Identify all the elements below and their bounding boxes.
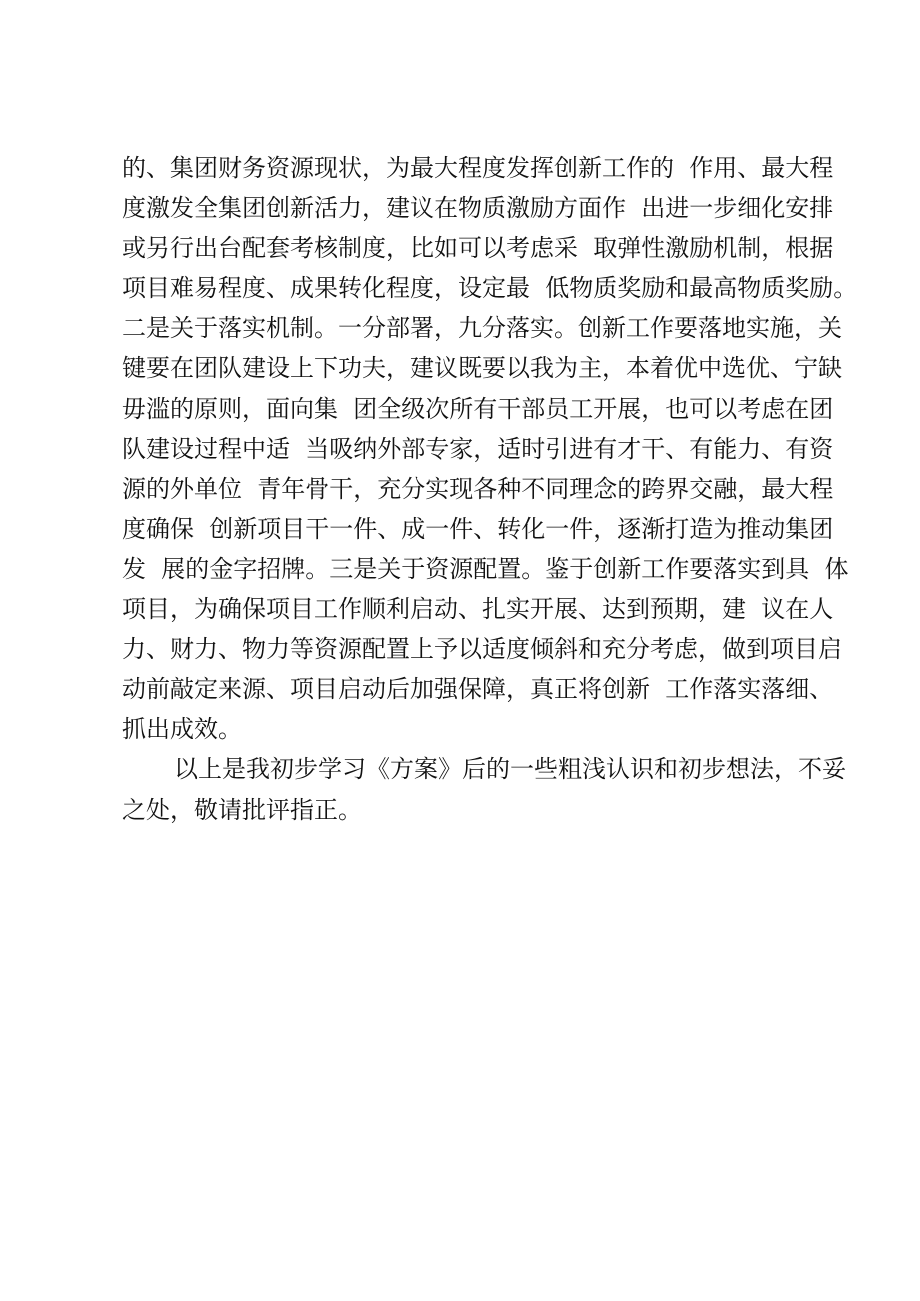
text-line: 键要在团队建设上下功夫，建议既要以我为主，本着优中选优、宁缺	[122, 354, 842, 383]
document-body	[122, 148, 858, 830]
text-line: 队建设过程中适 当吸纳外部专家，适时引进有才干、有能力、有资	[122, 434, 834, 463]
text-line: 项目难易程度、成果转化程度，设定最 低物质奖励和最高物质奖励。	[122, 274, 858, 303]
paragraph-2	[122, 749, 846, 829]
text-line: 二是关于落实机制。一分部署，九分落实。创新工作要落地实施，关	[122, 314, 842, 343]
text-line: 发 展的金字招牌。三是关于资源配置。鉴于创新工作要落实到具 体	[122, 554, 849, 583]
text-line: 以上是我初步学习《方案》后的一些粗浅认识和初步想法，不妥	[174, 755, 846, 784]
text-line: 或另行出台配套考核制度，比如可以考虑采 取弹性激励机制，根据	[122, 234, 834, 263]
text-line: 动前敲定来源、项目启动后加强保障，真正将创新 工作落实落细、	[122, 675, 834, 704]
text-line: 力、财力、物力等资源配置上予以适度倾斜和充分考虑，做到项目启	[122, 635, 842, 664]
text-line: 项目，为确保项目工作顺利启动、扎实开展、达到预期，建 议在人	[122, 595, 834, 624]
text-line: 抓出成效。	[122, 715, 242, 744]
text-line: 度确保 创新项目干一件、成一件、转化一件，逐渐打造为推动集团	[122, 514, 834, 543]
text-line: 度激发全集团创新活力，建议在物质激励方面作 出进一步细化安排	[122, 194, 834, 223]
text-line: 源的外单位 青年骨干，充分实现各种不同理念的跨界交融，最大程	[122, 474, 834, 503]
text-line: 的、集团财务资源现状，为最大程度发挥创新工作的 作用、最大程	[122, 154, 834, 182]
text-line: 之处，敬请批评指正。	[122, 795, 362, 824]
paragraph-1	[122, 148, 858, 749]
text-line: 毋滥的原则，面向集 团全级次所有干部员工开展，也可以考虑在团	[122, 394, 834, 423]
